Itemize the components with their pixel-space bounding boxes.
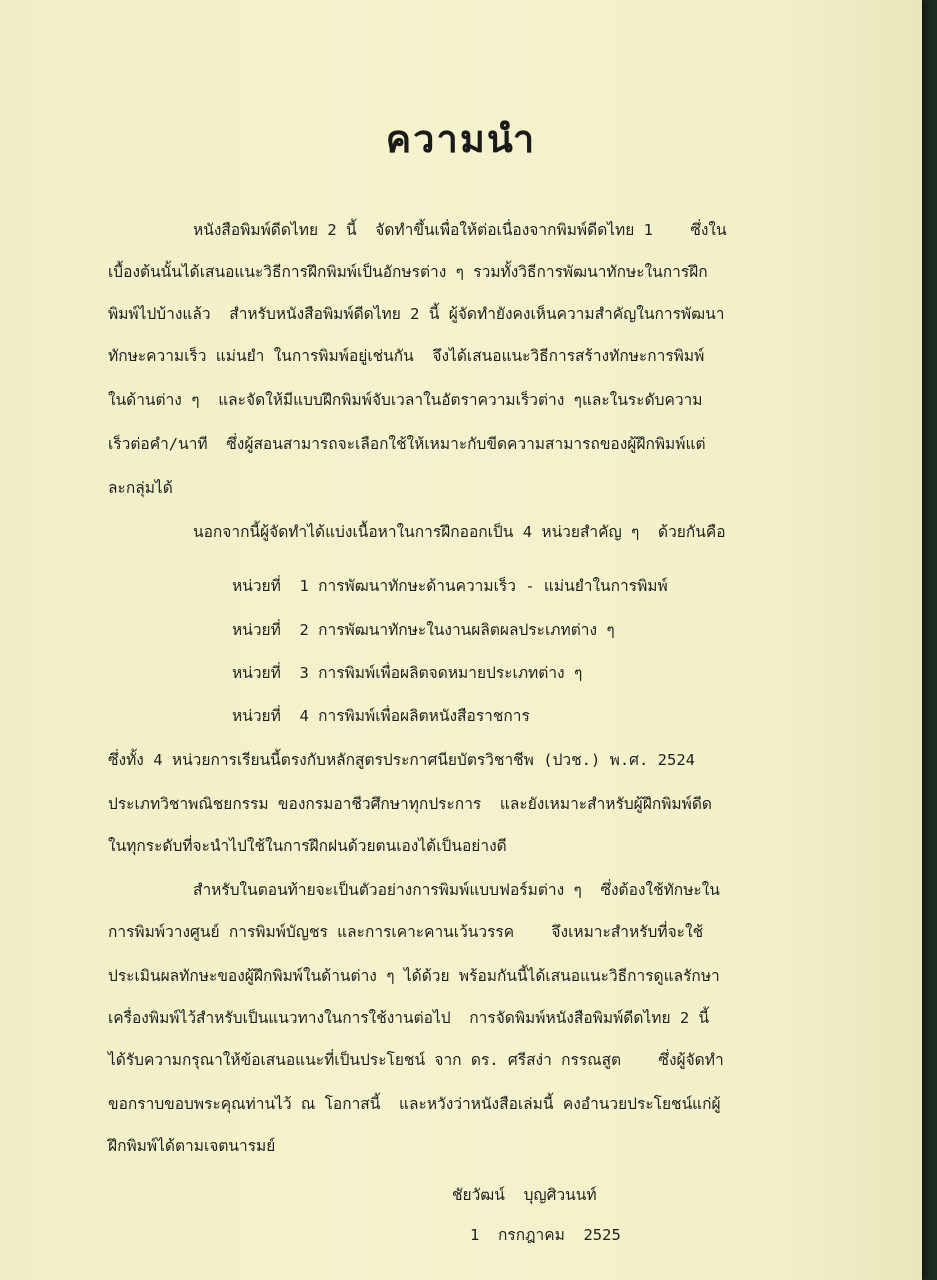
- body-line: เครื่องพิมพ์ไว้สำหรับเป็นแนวทางในการใช้งานต่อไป การจัดพิมพ์หนังสือพิมพ์ดีดไทย 2 นี้: [108, 1009, 710, 1027]
- body-line: พิมพ์ไปบ้างแล้ว สำหรับหนังสือพิมพ์ดีดไทย 2 นี้ ผู้จัดทำยังคงเห็นความสำคัญในการพัฒนา: [108, 305, 725, 323]
- unit-item: หน่วยที่ 4 การพิมพ์เพื่อผลิตหนังสือราชการ: [232, 707, 530, 725]
- unit-item: หน่วยที่ 2 การพัฒนาทักษะในงานผลิตผลประเภทต่าง ๆ: [232, 621, 615, 639]
- body-line: ได้รับความกรุณาให้ข้อเสนอแนะที่เป็นประโยชน์ จาก ดร. ศรีสง่า กรรณสูต ซึ่งผู้จัดทำ: [108, 1051, 724, 1069]
- body-line: นอกจากนี้ผู้จัดทำได้แบ่งเนื้อหาในการฝึกออกเป็น 4 หน่วยสำคัญ ๆ ด้วยกันคือ: [193, 523, 726, 541]
- date: 1 กรกฎาคม 2525: [470, 1226, 621, 1244]
- unit-item: หน่วยที่ 3 การพิมพ์เพื่อผลิตจดหมายประเภทต่าง ๆ: [232, 664, 583, 682]
- body-line: ประเภทวิชาพณิชยกรรม ของกรมอาชีวศึกษาทุกประการ และยังเหมาะสำหรับผู้ฝึกพิมพ์ดีด: [108, 795, 712, 813]
- body-line: ขอกราบขอบพระคุณท่านไว้ ณ โอกาสนี้ และหวังว่าหนังสือเล่มนี้ คงอำนวยประโยชน์แก่ผู้: [108, 1095, 721, 1113]
- body-line: ทักษะความเร็ว แม่นยำ ในการพิมพ์อยู่เช่นกัน จึงได้เสนอแนะวิธีการสร้างทักษะการพิมพ์: [108, 347, 705, 365]
- body-line: ละกลุ่มได้: [108, 479, 173, 497]
- body-line: ฝึกพิมพ์ได้ตามเจตนารมย์: [108, 1137, 276, 1155]
- signature: ชัยวัฒน์ บุญศิวนนท์: [452, 1186, 597, 1204]
- body-line: ในทุกระดับที่จะนำไปใช้ในการฝึกฝนด้วยตนเองได้เป็นอย่างดี: [108, 837, 507, 855]
- body-line: สำหรับในตอนท้ายจะเป็นตัวอย่างการพิมพ์แบบฟอร์มต่าง ๆ ซึ่งต้องใช้ทักษะใน: [193, 881, 720, 899]
- body-line: เร็วต่อคำ/นาที ซึ่งผู้สอนสามารถจะเลือกใช้ให้เหมาะกับขีดความสามารถของผู้ฝึกพิมพ์แต่: [108, 435, 706, 453]
- body-line: ประเมินผลทักษะของผู้ฝึกพิมพ์ในด้านต่าง ๆ ได้ด้วย พร้อมกันนี้ได้เสนอแนะวิธีการดูแลรักษา: [108, 967, 720, 985]
- body-line: หนังสือพิมพ์ดีดไทย 2 นี้ จัดทำขึ้นเพื่อให้ต่อเนื่องจากพิมพ์ดีดไทย 1 ซึ่งใน: [193, 221, 727, 239]
- unit-item: หน่วยที่ 1 การพัฒนาทักษะด้านความเร็ว - แม่นยำในการพิมพ์: [232, 577, 668, 595]
- body-line: เบื้องต้นนั้นได้เสนอแนะวิธีการฝึกพิมพ์เป็นอักษรต่าง ๆ รวมทั้งวิธีการพัฒนาทักษะในการฝึก: [108, 263, 708, 281]
- body-line: ในด้านต่าง ๆ และจัดให้มีแบบฝึกพิมพ์จับเวลาในอัตราความเร็วต่าง ๆและในระดับความ: [108, 391, 703, 409]
- page-title: ความนำ: [385, 117, 537, 161]
- body-line: ซึ่งทั้ง 4 หน่วยการเรียนนี้ตรงกับหลักสูตรประกาศนียบัตรวิชาชีพ (ปวช.) พ.ศ. 2524: [108, 751, 696, 769]
- body-line: การพิมพ์วางศูนย์ การพิมพ์บัญชร และการเคาะคานเว้นวรรค จึงเหมาะสำหรับที่จะใช้: [108, 923, 704, 941]
